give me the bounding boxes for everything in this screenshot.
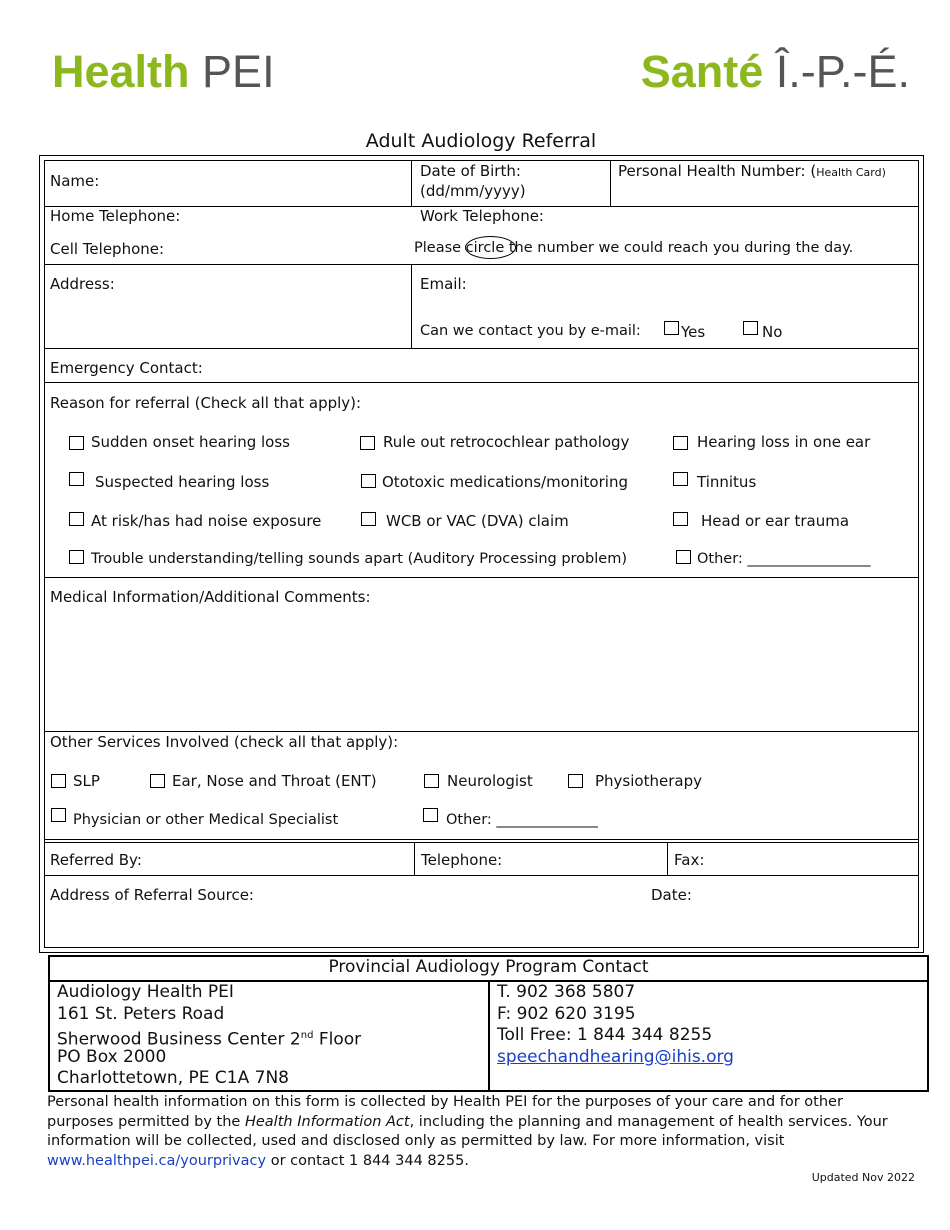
cell-telephone-label: Cell Telephone: [50,240,165,258]
logo-pei-word: PEI [202,46,275,97]
work-telephone-label: Work Telephone: [420,207,544,225]
contact-center: Sherwood Business Center 2nd Floor [57,1029,362,1050]
reason-option: At risk/has had noise exposure [91,512,322,530]
medical-comments-area[interactable] [48,610,914,728]
email-contact-question: Can we contact you by e-mail: [420,323,641,339]
service-checkbox[interactable] [51,808,66,822]
circle-number-note: Please circle the number we could reach you during the day. [414,240,854,256]
contact-pobox: PO Box 2000 [57,1046,167,1067]
divider [411,160,412,206]
reason-checkbox[interactable] [361,474,376,488]
reason-checkbox[interactable] [69,550,84,564]
reason-checkbox[interactable] [69,512,84,526]
referral-telephone-label: Telephone: [421,851,503,869]
sante-ipe-logo [641,46,910,98]
email-no-checkbox[interactable] [743,321,758,335]
divider [44,577,919,578]
service-option: Ear, Nose and Throat (ENT) [172,772,377,790]
service-checkbox[interactable] [51,774,66,788]
reason-option: Head or ear trauma [701,512,850,530]
reason-checkbox[interactable] [361,512,376,526]
reason-option: Tinnitus [697,473,757,491]
divider [610,160,611,206]
divider [44,731,919,732]
reason-heading: Reason for referral (Check all that apply): [50,394,362,412]
reason-checkbox[interactable] [673,512,688,526]
divider [411,264,412,348]
dob-format-label: (dd/mm/yyyy) [420,182,526,200]
privacy-notice: Personal health information on this form is collected by Health PEI for the purposes of your care and for other purposes permitted by the Health Information Act, including the planning and management of health services. Your information will be collected, used and disclosed only as permitted by law. For more information, visit www.healthpei.ca/yourprivacy or contact 1 844 344 8255. [47,1094,888,1170]
referral-address-label: Address of Referral Source: [50,886,254,904]
service-checkbox[interactable] [424,774,439,788]
contact-tollfree: Toll Free: 1 844 344 8255 [497,1025,713,1045]
reason-option: Trouble understanding/telling sounds apart (Auditory Processing problem) [91,551,627,567]
divider [414,842,415,875]
divider [488,980,490,1092]
referral-fax-label: Fax: [674,851,705,869]
reason-other-field: Other: _________________ [697,551,871,567]
health-pei-logo [52,46,275,98]
divider [44,842,919,843]
reason-option: Sudden onset hearing loss [91,433,290,451]
contact-email-link[interactable]: speechandhearing@ihis.org [497,1046,734,1067]
reason-checkbox[interactable] [360,436,375,450]
service-option: Physiotherapy [595,772,702,790]
contact-phone: T. 902 368 5807 [497,982,636,1002]
divider [44,264,919,265]
service-checkbox[interactable] [150,774,165,788]
reason-option: Ototoxic medications/monitoring [382,473,628,491]
reason-option: Rule out retrocochlear pathology [383,433,630,451]
reason-checkbox[interactable] [69,436,84,450]
email-label: Email: [420,275,467,293]
reason-checkbox[interactable] [676,550,691,564]
referral-date-label: Date: [651,886,692,904]
circle-oval-mark [465,236,516,259]
address-label: Address: [50,275,115,293]
updated-date: Updated Nov 2022 [811,1171,915,1184]
service-option: SLP [73,772,100,790]
emergency-contact-label: Emergency Contact: [50,359,203,377]
reason-checkbox[interactable] [69,472,84,486]
phn-label: Personal Health Number: (Health Card) [618,162,886,180]
reason-checkbox[interactable] [673,472,688,486]
privacy-link[interactable]: www.healthpei.ca/yourprivacy [47,1153,267,1170]
reason-option: Hearing loss in one ear [697,433,871,451]
contact-street: 161 St. Peters Road [57,1003,225,1024]
divider [44,839,919,840]
logo-ipe-word: Î.-P.-É. [775,46,910,97]
divider [44,875,919,876]
logo-sante-word: Santé [640,46,764,97]
contact-org: Audiology Health PEI [57,982,234,1002]
reason-option: Suspected hearing loss [95,473,270,491]
service-checkbox[interactable] [423,808,438,822]
service-option: Physician or other Medical Specialist [73,812,339,828]
reason-option: WCB or VAC (DVA) claim [386,512,569,530]
name-label: Name: [50,172,100,190]
logo-health-word: Health [52,46,190,97]
referred-by-label: Referred By: [50,851,142,869]
email-no-label: No [762,323,783,341]
reason-checkbox[interactable] [673,436,688,450]
divider [44,382,919,383]
divider [667,842,668,875]
contact-heading: Provincial Audiology Program Contact [328,957,649,977]
home-telephone-label: Home Telephone: [50,207,181,225]
service-option: Neurologist [447,772,533,790]
email-yes-label: Yes [681,323,706,341]
divider [44,348,919,349]
contact-city: Charlottetown, PE C1A 7N8 [57,1068,289,1088]
service-other-field: Other: ______________ [446,812,598,828]
service-checkbox[interactable] [568,774,583,788]
services-heading: Other Services Involved (check all that apply): [50,733,399,751]
medical-info-heading: Medical Information/Additional Comments: [50,588,371,606]
email-yes-checkbox[interactable] [664,321,679,335]
contact-fax: F: 902 620 3195 [497,1003,636,1024]
dob-label: Date of Birth: [420,162,521,180]
form-title: Adult Audiology Referral [365,130,597,152]
